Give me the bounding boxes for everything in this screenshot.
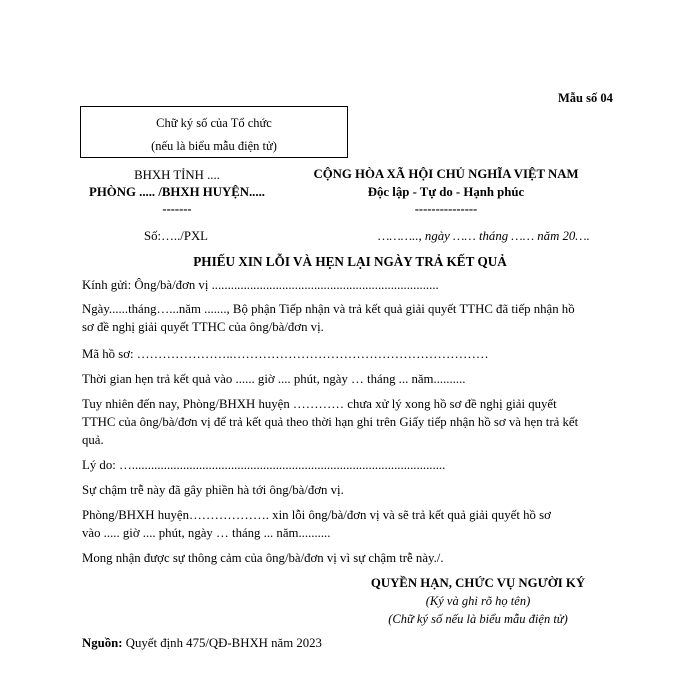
reason-line: Lý do: ….................................................................................................. — [82, 458, 446, 472]
source-label: Nguồn: — [82, 636, 123, 650]
department-name: PHÒNG ..... /BHXH HUYỆN..... — [89, 185, 265, 199]
signature-box-line1: Chữ ký số của Tổ chức — [156, 116, 272, 130]
paragraph-2-line-3: quả. — [82, 433, 104, 447]
signature-box — [80, 106, 348, 158]
national-motto: Độc lập - Tự do - Hạnh phúc — [367, 185, 525, 199]
appointment-line: Thời gian hẹn trả kết quả vào ...... giờ .... phút, ngày … tháng ... năm.......... — [82, 372, 466, 386]
file-number-line: Mã hồ sơ: …………………..…………………………………………………… — [82, 347, 489, 361]
paragraph-2-line-1: Tuy nhiên đến nay, Phòng/BHXH huyện ………… chưa xử lý xong hồ sơ đề nghị giải quyết — [82, 397, 557, 411]
form-number: Mẫu số 04 — [558, 91, 613, 105]
signer-note-2: (Chữ ký số nếu là biểu mẫu điện tử) — [388, 612, 568, 626]
closing-line: Mong nhận được sự thông cảm của ông/bà/đơn vị vì sự chậm trễ này./. — [82, 551, 444, 565]
document-date: ……….., ngày …… tháng …… năm 20…. — [378, 229, 590, 243]
paragraph-2-line-2: TTHC của ông/bà/đơn vị để trả kết quả theo thời hạn ghi trên Giấy tiếp nhận hồ sơ và hẹn trả kết — [82, 415, 579, 429]
document-title: PHIẾU XIN LỖI VÀ HẸN LẠI NGÀY TRẢ KẾT QUẢ — [193, 254, 507, 269]
right-divider: --------------- — [414, 202, 478, 216]
national-title: CỘNG HÒA XÃ HỘI CHỦ NGHĨA VIỆT NAM — [313, 167, 579, 181]
left-divider: ------- — [162, 202, 192, 216]
document-number: Số:…../PXL — [144, 229, 208, 243]
agency-name: BHXH TỈNH .... — [134, 168, 220, 182]
signature-box-line2: (nếu là biểu mẫu điện tử) — [151, 139, 277, 153]
recipient-line: Kính gửi: Ông/bà/đơn vị ....................................................................... — [82, 278, 439, 292]
paragraph-3-line-2: vào ..... giờ .... phút, ngày … tháng ... năm.......... — [82, 526, 331, 540]
signer-title: QUYỀN HẠN, CHỨC VỤ NGƯỜI KÝ — [370, 576, 586, 590]
delay-line: Sự chậm trễ này đã gây phiền hà tới ông/bà/đơn vị. — [82, 483, 344, 497]
source-text: Quyết định 475/QĐ-BHXH năm 2023 — [122, 636, 322, 650]
paragraph-3-line-1: Phòng/BHXH huyện………………. xin lỗi ông/bà/đơn vị và sẽ trả kết quả giải quyết hồ sơ — [82, 508, 551, 522]
paragraph-1-line-2: sơ đề nghị giải quyết TTHC của ông/bà/đơn vị. — [82, 320, 324, 334]
source-line — [82, 636, 322, 651]
signer-note-1: (Ký và ghi rõ họ tên) — [425, 594, 531, 608]
paragraph-1-line-1: Ngày......tháng…...năm ......., Bộ phận Tiếp nhận và trả kết quả giải quyết TTHC đã tiếp nhận hồ — [82, 302, 575, 316]
